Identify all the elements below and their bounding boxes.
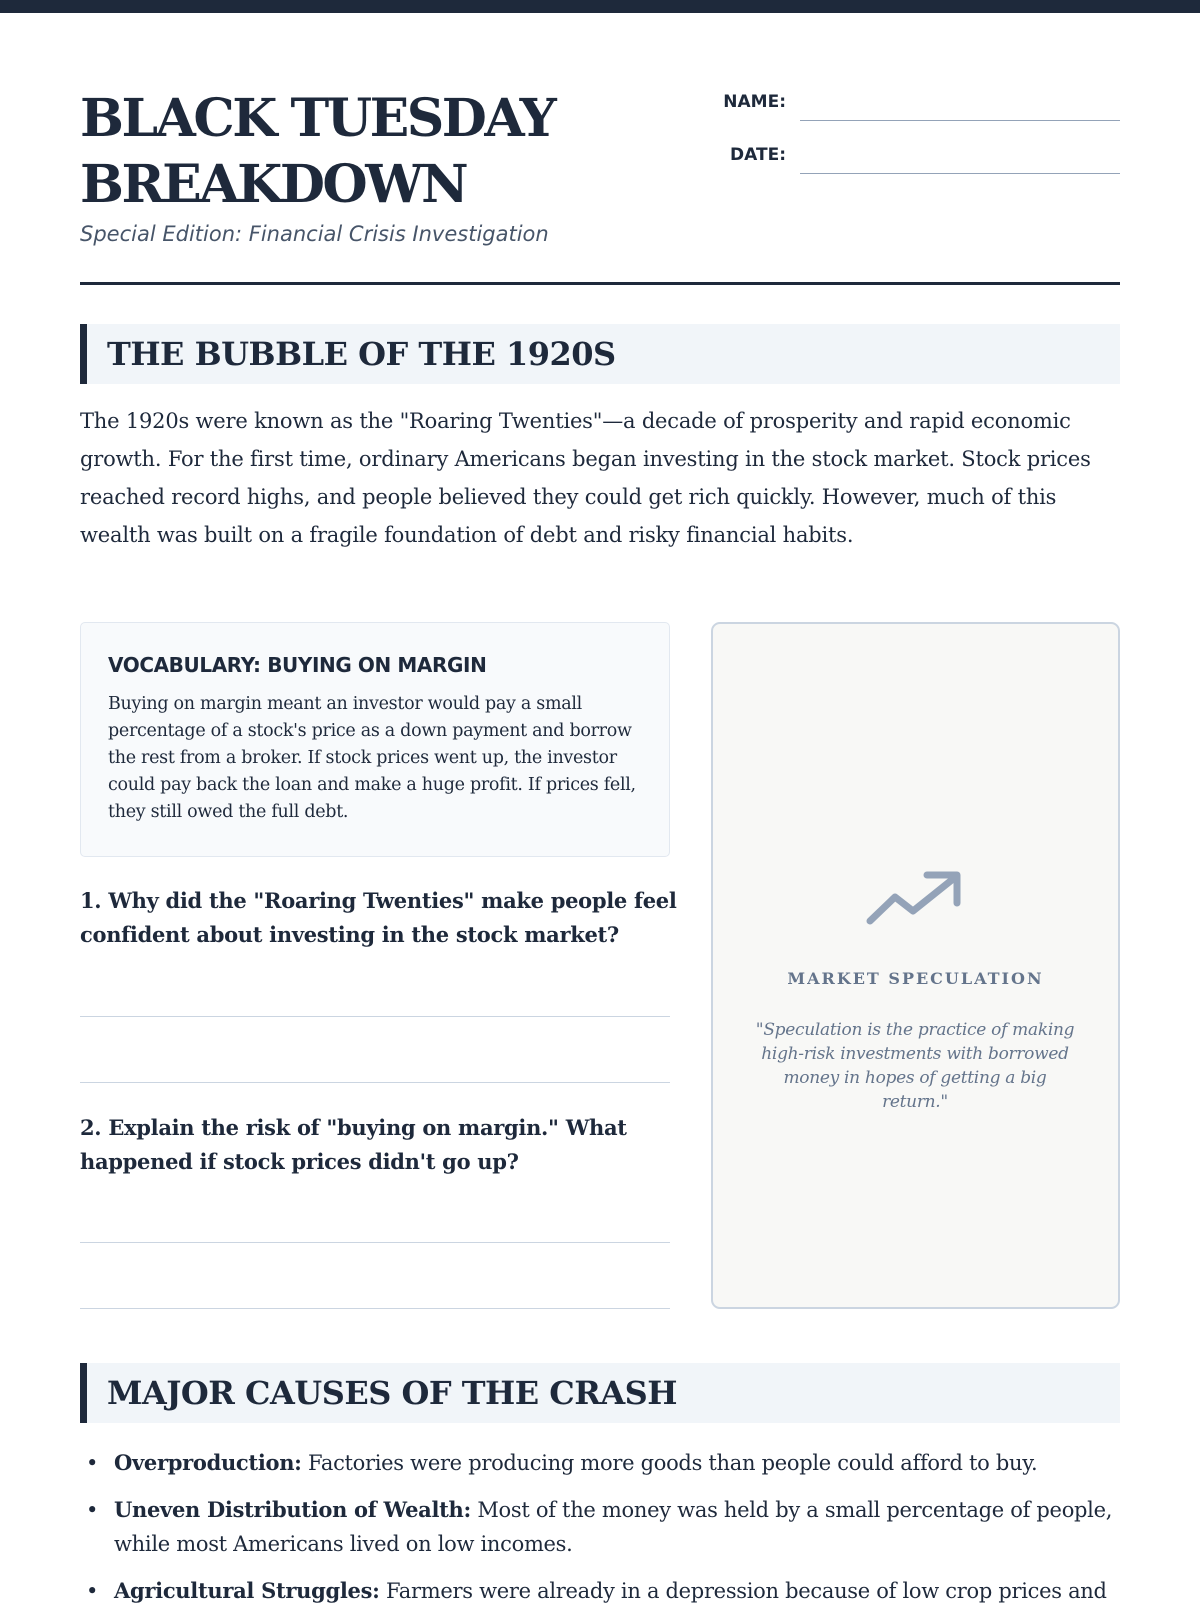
question-1: 1. Why did the "Roaring Twenties" make people feel confident about investing in the stock market? bbox=[80, 888, 677, 947]
market-speculation-card bbox=[711, 622, 1120, 1309]
worksheet-header bbox=[80, 86, 1120, 285]
page-subtitle: Special Edition: Financial Crisis Investigation bbox=[80, 222, 549, 246]
card-quote: "Speculation is the practice of making high-risk investments with borrowed money in hopes of getting a big return." bbox=[755, 1020, 1075, 1112]
top-bar bbox=[0, 0, 1200, 13]
cause-term: Uneven Distribution of Wealth: bbox=[114, 1497, 471, 1522]
page-title: BLACK TUESDAY BREAKDOWN bbox=[80, 88, 555, 215]
vocabulary-box bbox=[80, 622, 670, 857]
cause-term: Overproduction: bbox=[114, 1450, 302, 1475]
list-item bbox=[80, 1493, 1120, 1561]
card-label: MARKET SPECULATION bbox=[787, 969, 1044, 988]
list-item bbox=[80, 1574, 1120, 1608]
section-title: MAJOR CAUSES OF THE CRASH bbox=[107, 1374, 677, 1412]
answer-line bbox=[80, 1016, 670, 1017]
section-heading-causes bbox=[80, 1363, 1120, 1423]
trending-up-icon bbox=[865, 869, 965, 929]
causes-list bbox=[80, 1446, 1120, 1621]
answer-line bbox=[80, 1082, 670, 1083]
bullet-icon: • bbox=[86, 1579, 99, 1603]
cause-text: Factories were producing more goods than people could afford to buy. bbox=[301, 1451, 1038, 1475]
bullet-icon: • bbox=[86, 1498, 99, 1522]
name-field bbox=[720, 92, 1120, 122]
list-item bbox=[80, 1446, 1120, 1480]
date-label: DATE: bbox=[730, 145, 786, 165]
question-2: 2. Explain the risk of "buying on margin." What happened if stock prices didn't go up? bbox=[80, 1115, 627, 1174]
answer-line bbox=[80, 1242, 670, 1243]
name-line bbox=[800, 120, 1120, 121]
section-heading-bubble bbox=[80, 324, 1120, 384]
date-line bbox=[800, 173, 1120, 174]
cause-term: Agricultural Struggles: bbox=[114, 1578, 380, 1603]
bullet-icon: • bbox=[86, 1451, 99, 1475]
intro-paragraph: The 1920s were known as the "Roaring Twenties"—a decade of prosperity and rapid economic growth. For the first time, ordinary Americans began investing in the stock market. Stock prices reached record highs, and people believed they could get rich quickly. However, much of this wealth was built on a fragile foundation of debt and risky financial habits. bbox=[80, 409, 1091, 547]
vocabulary-definition: Buying on margin meant an investor would pay a small percentage of a stock's price as a down payment and borrow the rest from a broker. If stock prices went up, the investor could pay back the loan and make a huge profit. If prices fell, they still owed the full debt. bbox=[108, 694, 636, 822]
name-label: NAME: bbox=[723, 92, 786, 112]
cause-text: Most of the money was held by a small percentage of people, while most Americans lived on low incomes. bbox=[114, 1498, 1113, 1556]
date-field bbox=[720, 145, 1120, 175]
cause-text: Farmers were already in a depression because of low crop prices and bbox=[379, 1579, 1107, 1603]
answer-line bbox=[80, 1308, 670, 1309]
vocabulary-title: VOCABULARY: BUYING ON MARGIN bbox=[108, 653, 487, 677]
section-title: THE BUBBLE OF THE 1920S bbox=[107, 335, 616, 373]
